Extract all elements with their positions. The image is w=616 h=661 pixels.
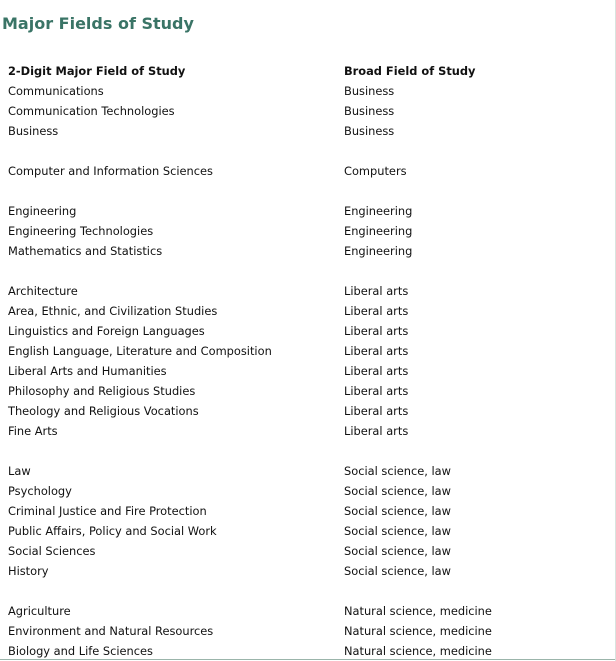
broad-field-cell: Liberal arts	[344, 424, 409, 438]
broad-field-cell: Business	[344, 124, 395, 138]
group-spacer	[0, 181, 616, 201]
major-field-cell: English Language, Literature and Composition	[8, 344, 272, 358]
broad-field-cell: Natural science, medicine	[344, 604, 492, 618]
major-field-cell: Architecture	[8, 284, 78, 298]
table-body	[0, 81, 616, 661]
table-row	[0, 81, 616, 101]
bottom-divider	[0, 659, 616, 660]
table-row	[0, 321, 616, 341]
major-field-cell: Environment and Natural Resources	[8, 624, 214, 638]
broad-field-cell: Business	[344, 104, 395, 118]
broad-field-cell: Social science, law	[344, 524, 451, 538]
table-row	[0, 121, 616, 141]
table-row	[0, 541, 616, 561]
broad-field-cell: Social science, law	[344, 484, 451, 498]
broad-field-cell: Social science, law	[344, 544, 451, 558]
group-spacer	[0, 261, 616, 281]
broad-field-cell: Liberal arts	[344, 344, 409, 358]
broad-field-cell: Liberal arts	[344, 324, 409, 338]
table-row	[0, 301, 616, 321]
broad-field-cell: Social science, law	[344, 564, 451, 578]
major-field-cell: Law	[8, 464, 31, 478]
table-row	[0, 381, 616, 401]
table-row	[0, 601, 616, 621]
table-row	[0, 621, 616, 641]
broad-field-cell: Computers	[344, 164, 407, 178]
broad-field-cell: Liberal arts	[344, 404, 409, 418]
table-row	[0, 101, 616, 121]
table-row	[0, 361, 616, 381]
major-field-cell: Engineering	[8, 204, 77, 218]
table-row	[0, 161, 616, 181]
major-field-cell: History	[8, 564, 49, 578]
major-field-cell: Agriculture	[8, 604, 71, 618]
broad-field-cell: Business	[344, 84, 395, 98]
major-field-cell: Engineering Technologies	[8, 224, 154, 238]
table-row	[0, 481, 616, 501]
major-field-cell: Public Affairs, Policy and Social Work	[8, 524, 217, 538]
major-field-cell: Communication Technologies	[8, 104, 175, 118]
major-field-cell: Business	[8, 124, 59, 138]
major-field-cell: Biology and Life Sciences	[8, 644, 153, 658]
broad-field-cell: Liberal arts	[344, 304, 409, 318]
broad-field-cell: Engineering	[344, 224, 413, 238]
major-field-cell: Linguistics and Foreign Languages	[8, 324, 205, 338]
table-row	[0, 421, 616, 441]
broad-field-cell: Engineering	[344, 204, 413, 218]
table-row	[0, 221, 616, 241]
table-row	[0, 561, 616, 581]
broad-field-cell: Engineering	[344, 244, 413, 258]
page-title: Major Fields of Study	[2, 14, 194, 33]
major-field-cell: Philosophy and Religious Studies	[8, 384, 196, 398]
table-row	[0, 401, 616, 421]
table-row	[0, 281, 616, 301]
table-row	[0, 521, 616, 541]
table-row	[0, 501, 616, 521]
table-row	[0, 341, 616, 361]
major-field-cell: Criminal Justice and Fire Protection	[8, 504, 207, 518]
major-field-cell: Communications	[8, 84, 104, 98]
group-spacer	[0, 141, 616, 161]
group-spacer	[0, 441, 616, 461]
broad-field-cell: Natural science, medicine	[344, 624, 492, 638]
major-field-cell: Psychology	[8, 484, 72, 498]
fields-table	[0, 61, 616, 661]
column-header-major-field: 2-Digit Major Field of Study	[8, 64, 186, 78]
broad-field-cell: Liberal arts	[344, 284, 409, 298]
table-header-row	[0, 61, 616, 81]
major-field-cell: Computer and Information Sciences	[8, 164, 213, 178]
major-field-cell: Theology and Religious Vocations	[8, 404, 199, 418]
table-row	[0, 461, 616, 481]
major-field-cell: Area, Ethnic, and Civilization Studies	[8, 304, 218, 318]
major-field-cell: Liberal Arts and Humanities	[8, 364, 167, 378]
broad-field-cell: Social science, law	[344, 464, 451, 478]
table-row	[0, 201, 616, 221]
table-row	[0, 241, 616, 261]
broad-field-cell: Liberal arts	[344, 384, 409, 398]
major-field-cell: Social Sciences	[8, 544, 96, 558]
broad-field-cell: Natural science, medicine	[344, 644, 492, 658]
major-field-cell: Fine Arts	[8, 424, 58, 438]
column-header-broad-field: Broad Field of Study	[344, 64, 476, 78]
broad-field-cell: Liberal arts	[344, 364, 409, 378]
major-field-cell: Mathematics and Statistics	[8, 244, 163, 258]
table-row	[0, 641, 616, 661]
group-spacer	[0, 581, 616, 601]
broad-field-cell: Social science, law	[344, 504, 451, 518]
